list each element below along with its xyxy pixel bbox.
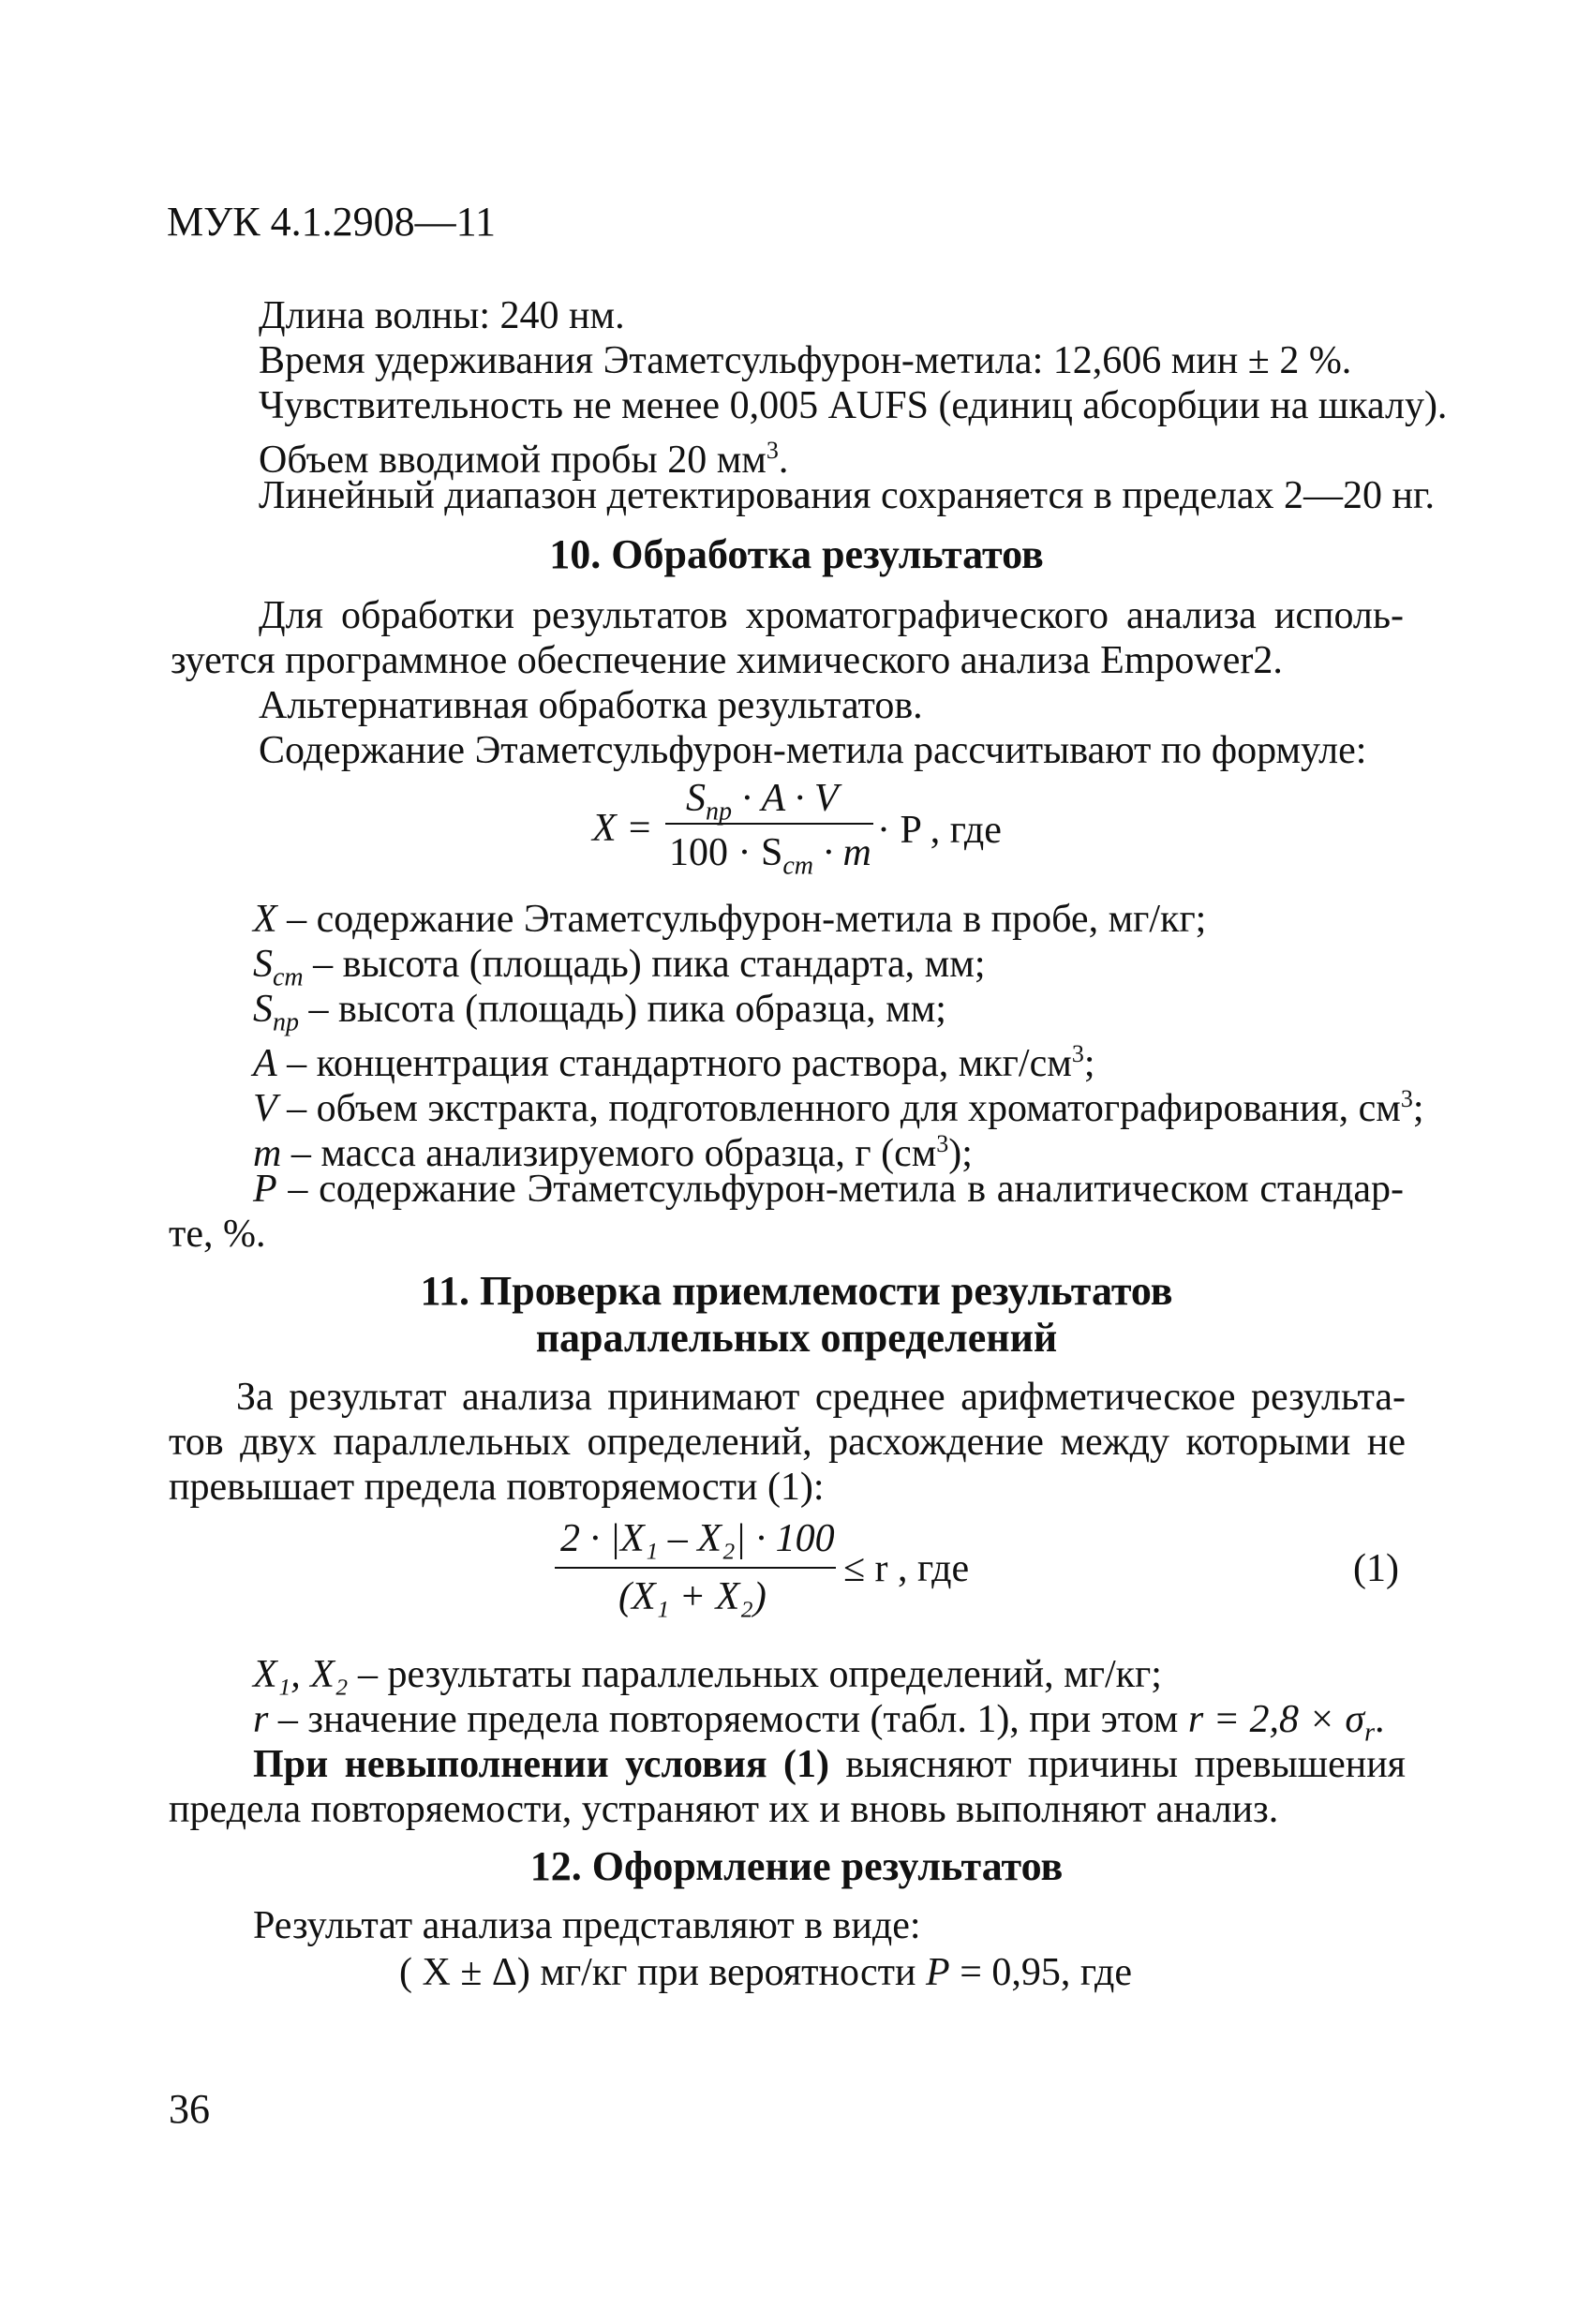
probability-symbol: P bbox=[926, 1951, 950, 1994]
def-symbol: r bbox=[253, 1698, 269, 1741]
param-wavelength: Длина волны: 240 нм. bbox=[259, 294, 625, 337]
def-symbol: V bbox=[253, 1087, 277, 1130]
superscript: 3 bbox=[936, 1130, 949, 1157]
def-symbol: S bbox=[253, 943, 273, 986]
def-symbol: X₁, X₂ bbox=[253, 1653, 349, 1696]
def-text: – высота (площадь) пика стандарта, мм; bbox=[303, 943, 986, 986]
section-11-title-line-2: параллельных определений bbox=[535, 1315, 1058, 1361]
def-equation: r = 2,8 × σ bbox=[1187, 1698, 1365, 1741]
result-expression: ( X ± Δ) мг/кг при вероятности bbox=[399, 1951, 927, 1994]
def-text: – содержание Этаметсульфурон-метила в пробе, мг/кг; bbox=[276, 898, 1207, 941]
formula-x-denominator bbox=[669, 830, 871, 881]
def-symbol: m bbox=[253, 1132, 282, 1175]
param-retention-time: Время удерживания Этаметсульфурон-метила: 12,606 мин ± 2 %. bbox=[259, 339, 1352, 382]
section-10-paragraph-3: Содержание Этаметсульфурон-метила рассчитывают по формуле: bbox=[259, 729, 1367, 772]
def-tail: ; bbox=[1083, 1042, 1095, 1085]
def-text: – результаты параллельных определений, мг/кг; bbox=[348, 1653, 1162, 1696]
formula-x bbox=[562, 768, 1031, 890]
section-11-paragraph-2-line-2: предела повторяемости, устраняют их и вновь выполняют анализ. bbox=[169, 1788, 1279, 1831]
superscript: 3 bbox=[766, 437, 779, 464]
formula-1-numerator: 2 · |X₁ – X₂| · 100 bbox=[560, 1517, 835, 1560]
definition-x bbox=[253, 896, 1206, 943]
section-10-paragraph-1-line-2: зуется программное обеспечение химического анализа Empower2. bbox=[171, 639, 1283, 682]
def-text: – объем экстракта, подготовленного для хроматографирования, см bbox=[276, 1087, 1401, 1130]
formula-1-denominator: (X₁ + X₂) bbox=[618, 1575, 767, 1618]
superscript: 3 bbox=[1400, 1085, 1413, 1112]
def-subscript: ст bbox=[273, 962, 304, 992]
formula-x-numerator bbox=[686, 776, 839, 827]
section-12-paragraph-2 bbox=[399, 1949, 1132, 1996]
def-symbol: X bbox=[253, 898, 277, 941]
section-12-title: 12. Оформление результатов bbox=[529, 1843, 1064, 1889]
def-text: – высота (площадь) пика образца, мм; bbox=[299, 988, 946, 1031]
probability-value: = 0,95, где bbox=[949, 1951, 1133, 1994]
formula-den-pre: 100 · S bbox=[669, 831, 783, 874]
def-symbol: S bbox=[253, 988, 273, 1031]
page-number: 36 bbox=[169, 2086, 210, 2132]
formula-den-m: · m bbox=[823, 831, 871, 874]
formula-sub-pr: пр bbox=[706, 797, 732, 827]
formula-1-tail: ≤ r , где bbox=[843, 1547, 970, 1590]
param-injection-volume-text: Объем вводимой пробы 20 мм bbox=[259, 439, 767, 482]
definition-x1-x2 bbox=[253, 1651, 1162, 1698]
param-linear-range: Линейный диапазон детектирования сохраняется в пределах 2—20 нг. bbox=[259, 474, 1435, 517]
bold-condition: При невыполнении условия (1) bbox=[253, 1743, 829, 1786]
def-subscript: пр bbox=[273, 1007, 299, 1037]
def-tail: ; bbox=[1412, 1087, 1424, 1130]
superscript: 3 bbox=[1071, 1040, 1084, 1067]
paragraph-text: выясняют причины превышения bbox=[828, 1743, 1406, 1786]
def-text: – масса анализируемого образца, г (см bbox=[281, 1132, 937, 1175]
def-text: – концентрация стандартного раствора, мкг/см bbox=[276, 1042, 1072, 1085]
def-subscript: r bbox=[1364, 1718, 1376, 1748]
section-11-title-line-1: 11. Проверка приемлемости результатов bbox=[420, 1268, 1173, 1314]
formula-1-number: (1) bbox=[1353, 1547, 1399, 1590]
section-11-paragraph-1-line-3: превышает предела повторяемости (1): bbox=[169, 1466, 825, 1509]
definition-p-line-1 bbox=[253, 1166, 1404, 1213]
def-symbol: P bbox=[253, 1168, 277, 1211]
def-tail: . bbox=[1375, 1698, 1385, 1741]
definition-p-line-2: те, %. bbox=[169, 1213, 266, 1256]
section-11-paragraph-2-line-1 bbox=[253, 1741, 1406, 1788]
document-code: МУК 4.1.2908—11 bbox=[167, 199, 496, 245]
section-10-paragraph-1-line-1: Для обработки результатов хроматографического анализа исполь- bbox=[259, 594, 1404, 637]
def-symbol: A bbox=[253, 1042, 277, 1085]
formula-sub-st: ст bbox=[782, 851, 814, 881]
formula-x-fraction-bar bbox=[665, 823, 873, 825]
section-11-paragraph-1-line-2: тов двух параллельных определений, расхождение между которыми не bbox=[169, 1421, 1406, 1464]
def-text: – содержание Этаметсульфурон-метила в аналитическом стандар- bbox=[276, 1168, 1404, 1211]
formula-s: S bbox=[686, 777, 706, 820]
param-sensitivity: Чувствительность не менее 0,005 AUFS (единиц абсорбции на шкалу). bbox=[259, 384, 1448, 427]
formula-x-lhs: X = bbox=[592, 807, 653, 850]
def-tail: ); bbox=[948, 1132, 973, 1175]
section-11-paragraph-1-line-1: За результат анализа принимают среднее арифметическое результа- bbox=[236, 1376, 1406, 1419]
formula-1 bbox=[525, 1509, 1424, 1631]
section-10-paragraph-2: Альтернативная обработка результатов. bbox=[259, 684, 923, 727]
section-10-title: 10. Обработка результатов bbox=[549, 531, 1044, 577]
formula-1-fraction-bar bbox=[555, 1567, 836, 1569]
period: . bbox=[778, 439, 789, 482]
formula-x-tail: · P , где bbox=[877, 809, 1002, 852]
def-text: – значение предела повторяемости (табл. 1), при этом bbox=[268, 1698, 1188, 1741]
section-12-paragraph-1: Результат анализа представляют в виде: bbox=[253, 1904, 921, 1947]
formula-av: · A · V bbox=[741, 777, 839, 820]
